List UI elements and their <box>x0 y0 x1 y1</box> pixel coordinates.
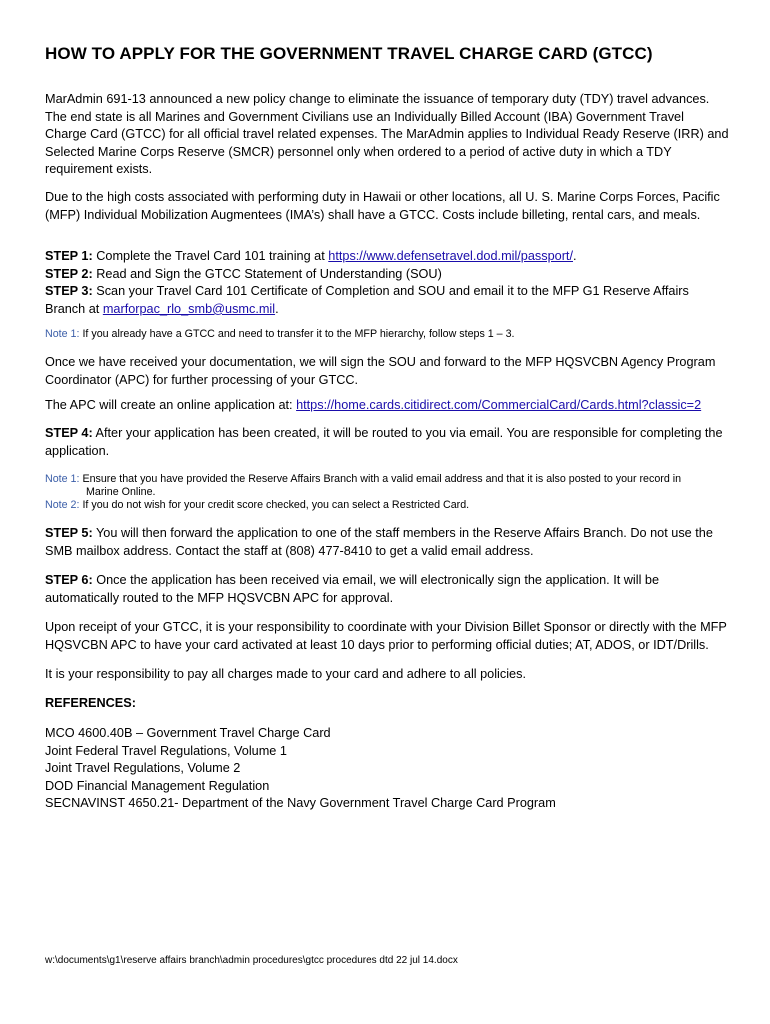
reference-item: DOD Financial Management Regulation <box>45 778 270 793</box>
step-6-text2: automatically routed to the MFP HQSVCBN APC for approval. <box>45 590 394 605</box>
step-3-text2: Branch at <box>45 301 103 316</box>
step-5-label: STEP 5: <box>45 526 93 540</box>
note-label: Note 1: <box>45 473 80 485</box>
step-6 <box>45 572 735 607</box>
reference-item: SECNAVINST 4650.21- Department of the Navy Government Travel Charge Card Program <box>45 796 556 811</box>
step-2-label: STEP 2: <box>45 266 93 281</box>
page-title: HOW TO APPLY FOR THE GOVERNMENT TRAVEL CHARGE CARD (GTCC) <box>45 44 653 63</box>
receipt-paragraph <box>45 619 735 654</box>
receipt-line: HQSVCBN APC to have your card activated at least 10 days prior to performing official duties; AT, ADOS, or IDT/Drills. <box>45 637 709 652</box>
references-list <box>45 725 735 813</box>
step-1-end: . <box>573 249 577 263</box>
step-5 <box>45 525 735 560</box>
note-text: If you do not wish for your credit score checked, you can select a Restricted Card. <box>79 499 470 511</box>
step-5-text: You will then forward the application to one of the staff members in the Reserve Affairs Branch. Do not use the <box>92 526 713 540</box>
note-text-cont: Marine Online. <box>86 486 156 498</box>
note-text: If you already have a GTCC and need to transfer it to the MFP hierarchy, follow steps 1 – 3. <box>79 328 515 340</box>
file-path-footer: w:\documents\g1\reserve affairs branch\admin procedures\gtcc procedures dtd 22 jul 14.docx <box>45 955 458 966</box>
intro-paragraph <box>45 91 735 179</box>
apc-paragraph <box>45 397 735 415</box>
intro-line: MarAdmin 691-13 announced a new policy change to eliminate the issuance of temporary duty (TDY) travel advances. <box>45 92 710 106</box>
step-1-text: Complete the Travel Card 101 training at <box>92 249 329 263</box>
step-1 <box>45 248 735 266</box>
notes-step-4 <box>45 473 735 512</box>
step-4 <box>45 425 735 460</box>
step-6-text: Once the application has been received via email, we will electronically sign the application. It will be <box>92 573 660 587</box>
step-4-label: STEP 4: <box>45 426 93 440</box>
passport-link[interactable]: https://www.defensetravel.dod.mil/passport/ <box>328 249 573 263</box>
step-1-label: STEP 1: <box>45 249 93 263</box>
step-2 <box>45 266 735 284</box>
hawaii-paragraph <box>45 189 735 224</box>
step-4-text: After your application has been created, it will be routed to you via email. You are responsible for completing the <box>92 426 723 440</box>
documentation-paragraph <box>45 354 735 389</box>
receipt-line: Upon receipt of your GTCC, it is your responsibility to coordinate with your Division Billet Sponsor or directly with the MFP <box>45 620 727 634</box>
references-heading <box>45 695 735 713</box>
responsibility-line: It is your responsibility to pay all charges made to your card and adhere to all policies. <box>45 667 526 681</box>
step-6-label: STEP 6: <box>45 573 93 587</box>
reference-item: Joint Federal Travel Regulations, Volume 1 <box>45 743 287 758</box>
apc-text: The APC will create an online application at: <box>45 398 297 412</box>
reference-item: MCO 4600.40B – Government Travel Charge Card <box>45 726 331 740</box>
step-5-text2: SMB mailbox address. Contact the staff at (808) 477-8410 to get a valid email address. <box>45 543 534 558</box>
step-2-text: Read and Sign the GTCC Statement of Understanding (SOU) <box>92 266 442 281</box>
hawaii-line: (MFP) Individual Mobilization Augmentees (IMA’s) shall have a GTCC. Costs include billeting, rental cars, and meals. <box>45 207 701 222</box>
responsibility-paragraph <box>45 666 735 684</box>
smb-email-link[interactable]: marforpac_rlo_smb@usmc.mil <box>102 301 276 316</box>
step-3-text: Scan your Travel Card 101 Certificate of Completion and SOU and email it to the MFP G1 Reserve Affairs <box>92 284 689 299</box>
intro-line: The end state is all Marines and Government Civilians use an Individually Billed Account (IBA) Government Travel <box>45 109 684 124</box>
steps-1-3 <box>45 248 735 318</box>
step-3-end: . <box>275 301 279 316</box>
hawaii-line: Due to the high costs associated with performing duty in Hawaii or other locations, all U. S. Marine Corps Forces, Pacific <box>45 190 720 204</box>
intro-line: requirement exists. <box>45 162 153 177</box>
step-3 <box>45 283 735 301</box>
step-3-cont <box>45 301 735 319</box>
step-3-label: STEP 3: <box>45 284 93 299</box>
step-4-text2: application. <box>45 443 110 458</box>
reference-item: Joint Travel Regulations, Volume 2 <box>45 761 241 776</box>
note-text: Ensure that you have provided the Reserve Affairs Branch with a valid email address and that it is also posted to your record in <box>79 473 682 485</box>
references-title: REFERENCES: <box>45 696 136 710</box>
documentation-line: Coordinator (APC) for further processing of your GTCC. <box>45 372 359 387</box>
documentation-line: Once we have received your documentation, we will sign the SOU and forward to the MFP HQSVCBN Agency Program <box>45 355 716 369</box>
note-label: Note 1: <box>45 328 80 340</box>
intro-line: Selected Marine Corps Reserve (SMCR) personnel only when ordered to a period of active duty in which a TDY <box>45 144 672 159</box>
note-label: Note 2: <box>45 499 80 511</box>
note-transfer <box>45 328 735 341</box>
citidirect-link[interactable]: https://home.cards.citidirect.com/CommercialCard/Cards.html?classic=2 <box>296 398 702 412</box>
intro-line: Charge Card (GTCC) for all official travel related expenses. The MarAdmin applies to Individual Ready Reserve (IRR) and <box>45 127 729 142</box>
